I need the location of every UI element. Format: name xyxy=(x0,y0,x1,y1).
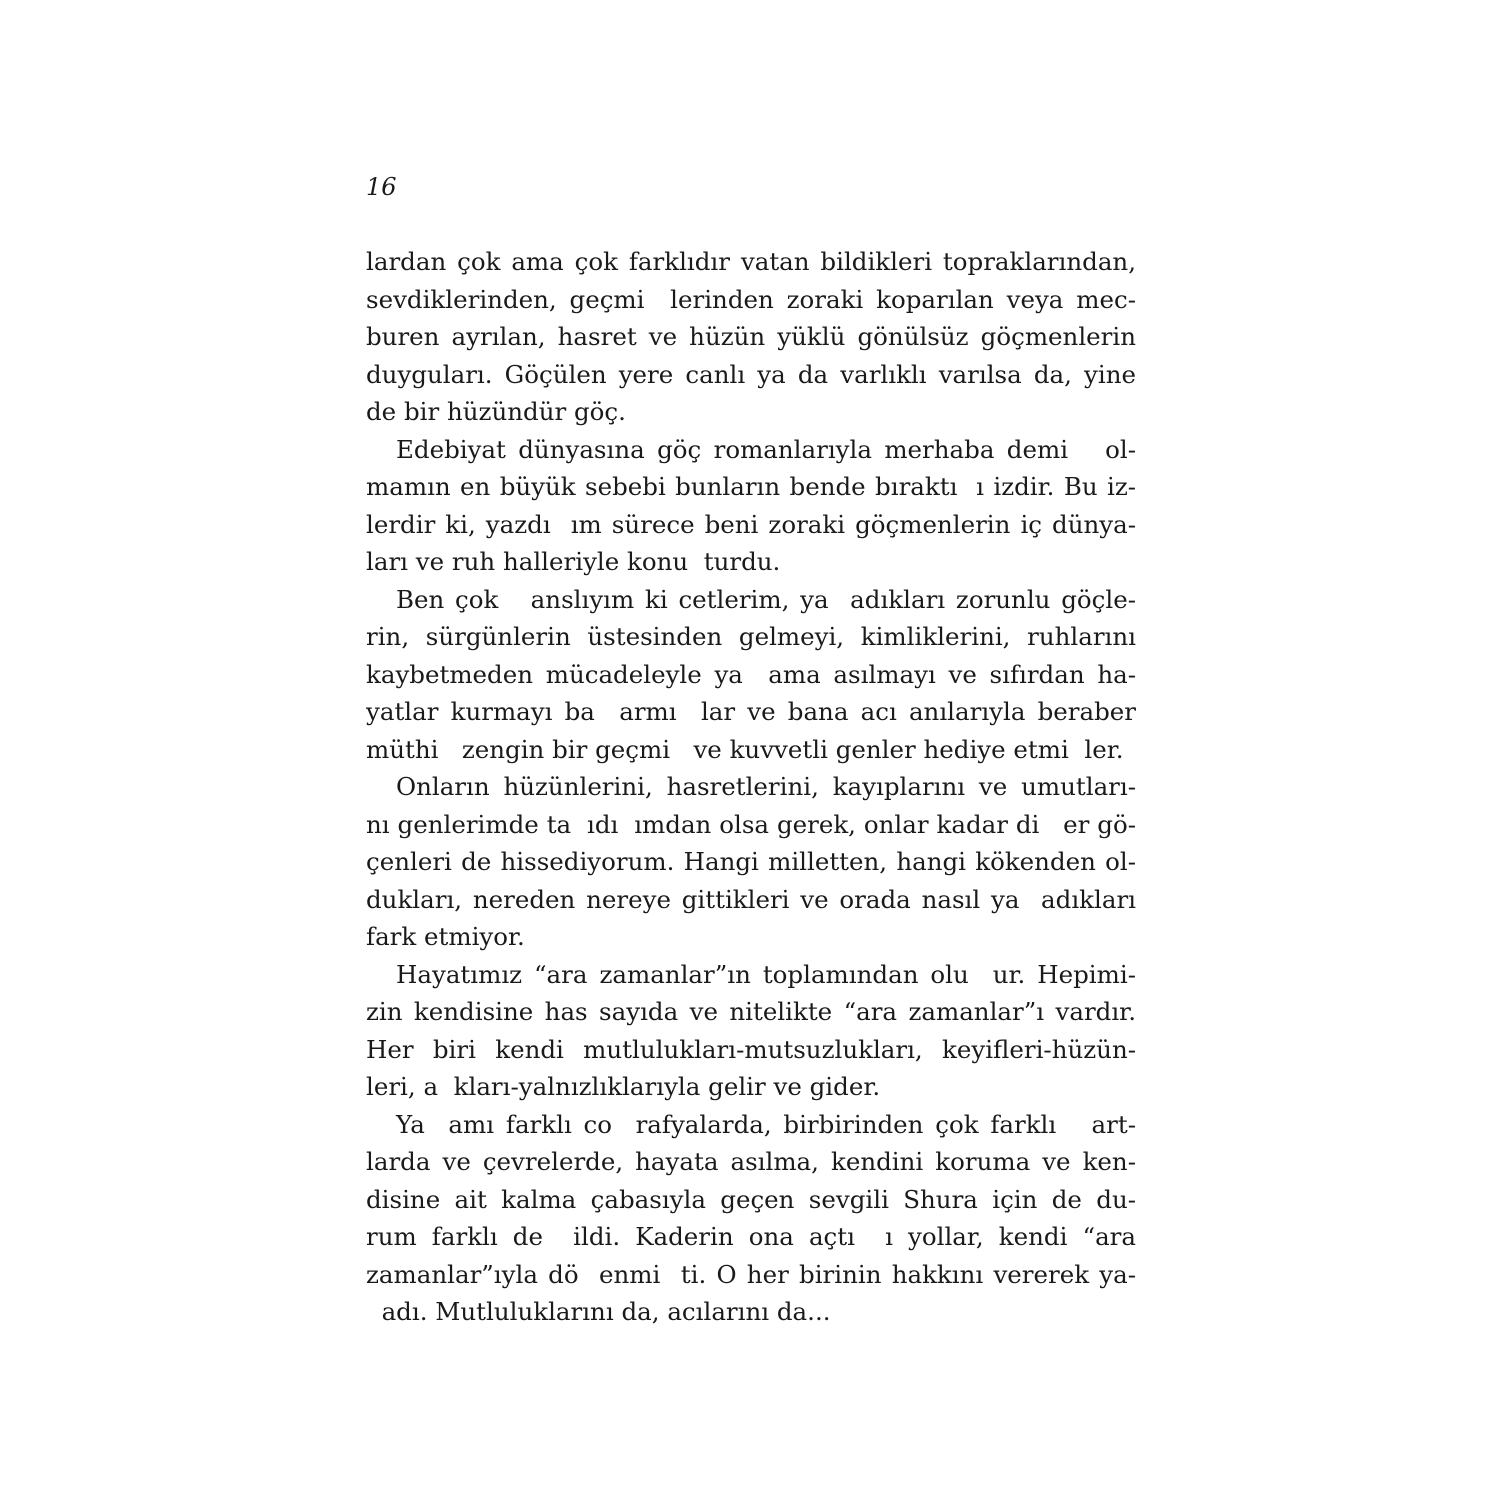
text-line: yatlar kurmayı ba armı lar ve bana acı anılarıyla beraber xyxy=(366,697,1136,726)
text-line: kaybetmeden mücadeleyle ya ama asılmayı ve sıfırdan ha- xyxy=(366,659,1136,689)
text-line: müthi zengin bir geçmi ve kuvvetli genler hediye etmi ler. xyxy=(366,734,1124,764)
text-line: nı genlerimde ta ıdı ımdan olsa gerek, onlar kadar di er gö- xyxy=(366,809,1136,839)
text-line: lardan çok ama çok farklıdır vatan bildikleri topraklarından, xyxy=(366,247,1136,276)
text-line: rin, sürgünlerin üstesinden gelmeyi, kimliklerini, ruhlarını xyxy=(366,622,1136,651)
text-line: fark etmiyor. xyxy=(366,922,525,951)
page-number: 16 xyxy=(366,173,397,201)
text-line: Ben çok anslıyım ki cetlerim, ya adıkları zorunlu göçle- xyxy=(396,584,1136,614)
text-line: Onların hüzünlerini, hasretlerini, kayıplarını ve umutları- xyxy=(396,772,1136,801)
text-line: Hayatımız “ara zamanlar”ın toplamından olu ur. Hepimi- xyxy=(396,959,1136,989)
text-line: sevdiklerinden, geçmi lerinden zoraki koparılan veya mec- xyxy=(366,284,1136,314)
text-line: Ya amı farklı co rafyalarda, birbirinden çok farklı art- xyxy=(396,1109,1136,1139)
text-line: adı. Mutluluklarını da, acılarını da... xyxy=(366,1297,831,1326)
text-line: mamın en büyük sebebi bunların bende bıraktı ı izdir. Bu iz- xyxy=(366,472,1136,501)
text-line: buren ayrılan, hasret ve hüzün yüklü gönülsüz göçmenlerin xyxy=(366,322,1136,351)
text-line: Her biri kendi mutlulukları-mutsuzlukları, keyifleri-hüzün- xyxy=(366,1034,1136,1064)
text-line: lerdir ki, yazdı ım sürece beni zoraki göçmenlerin iç dünya- xyxy=(366,509,1136,539)
text-line: leri, a kları-yalnızlıklarıyla gelir ve gider. xyxy=(366,1072,881,1101)
text-line: disine ait kalma çabasıyla geçen sevgili Shura için de du- xyxy=(366,1184,1136,1214)
body-text xyxy=(366,243,1136,1331)
text-line: dukları, nereden nereye gittikleri ve orada nasıl ya adıkları xyxy=(366,884,1136,914)
text-line: larda ve çevrelerde, hayata asılma, kendini koruma ve ken- xyxy=(366,1147,1136,1176)
text-line: çenleri de hissediyorum. Hangi milletten, hangi kökenden ol- xyxy=(366,847,1136,876)
text-line: ları ve ruh halleriyle konu turdu. xyxy=(366,547,781,576)
text-line: zin kendisine has sayıda ve nitelikte “ara zamanlar”ı vardır. xyxy=(366,997,1136,1026)
text-line: Edebiyat dünyasına göç romanlarıyla merhaba demi ol- xyxy=(396,434,1136,464)
text-line: zamanlar”ıyla dö enmi ti. O her birinin hakkını vererek ya- xyxy=(366,1259,1136,1289)
text-line: duyguları. Göçülen yere canlı ya da varlıklı varılsa da, yine xyxy=(366,359,1136,389)
text-line: de bir hüzündür göç. xyxy=(366,397,626,426)
text-line: rum farklı de ildi. Kaderin ona açtı ı yollar, kendi “ara xyxy=(366,1222,1136,1251)
